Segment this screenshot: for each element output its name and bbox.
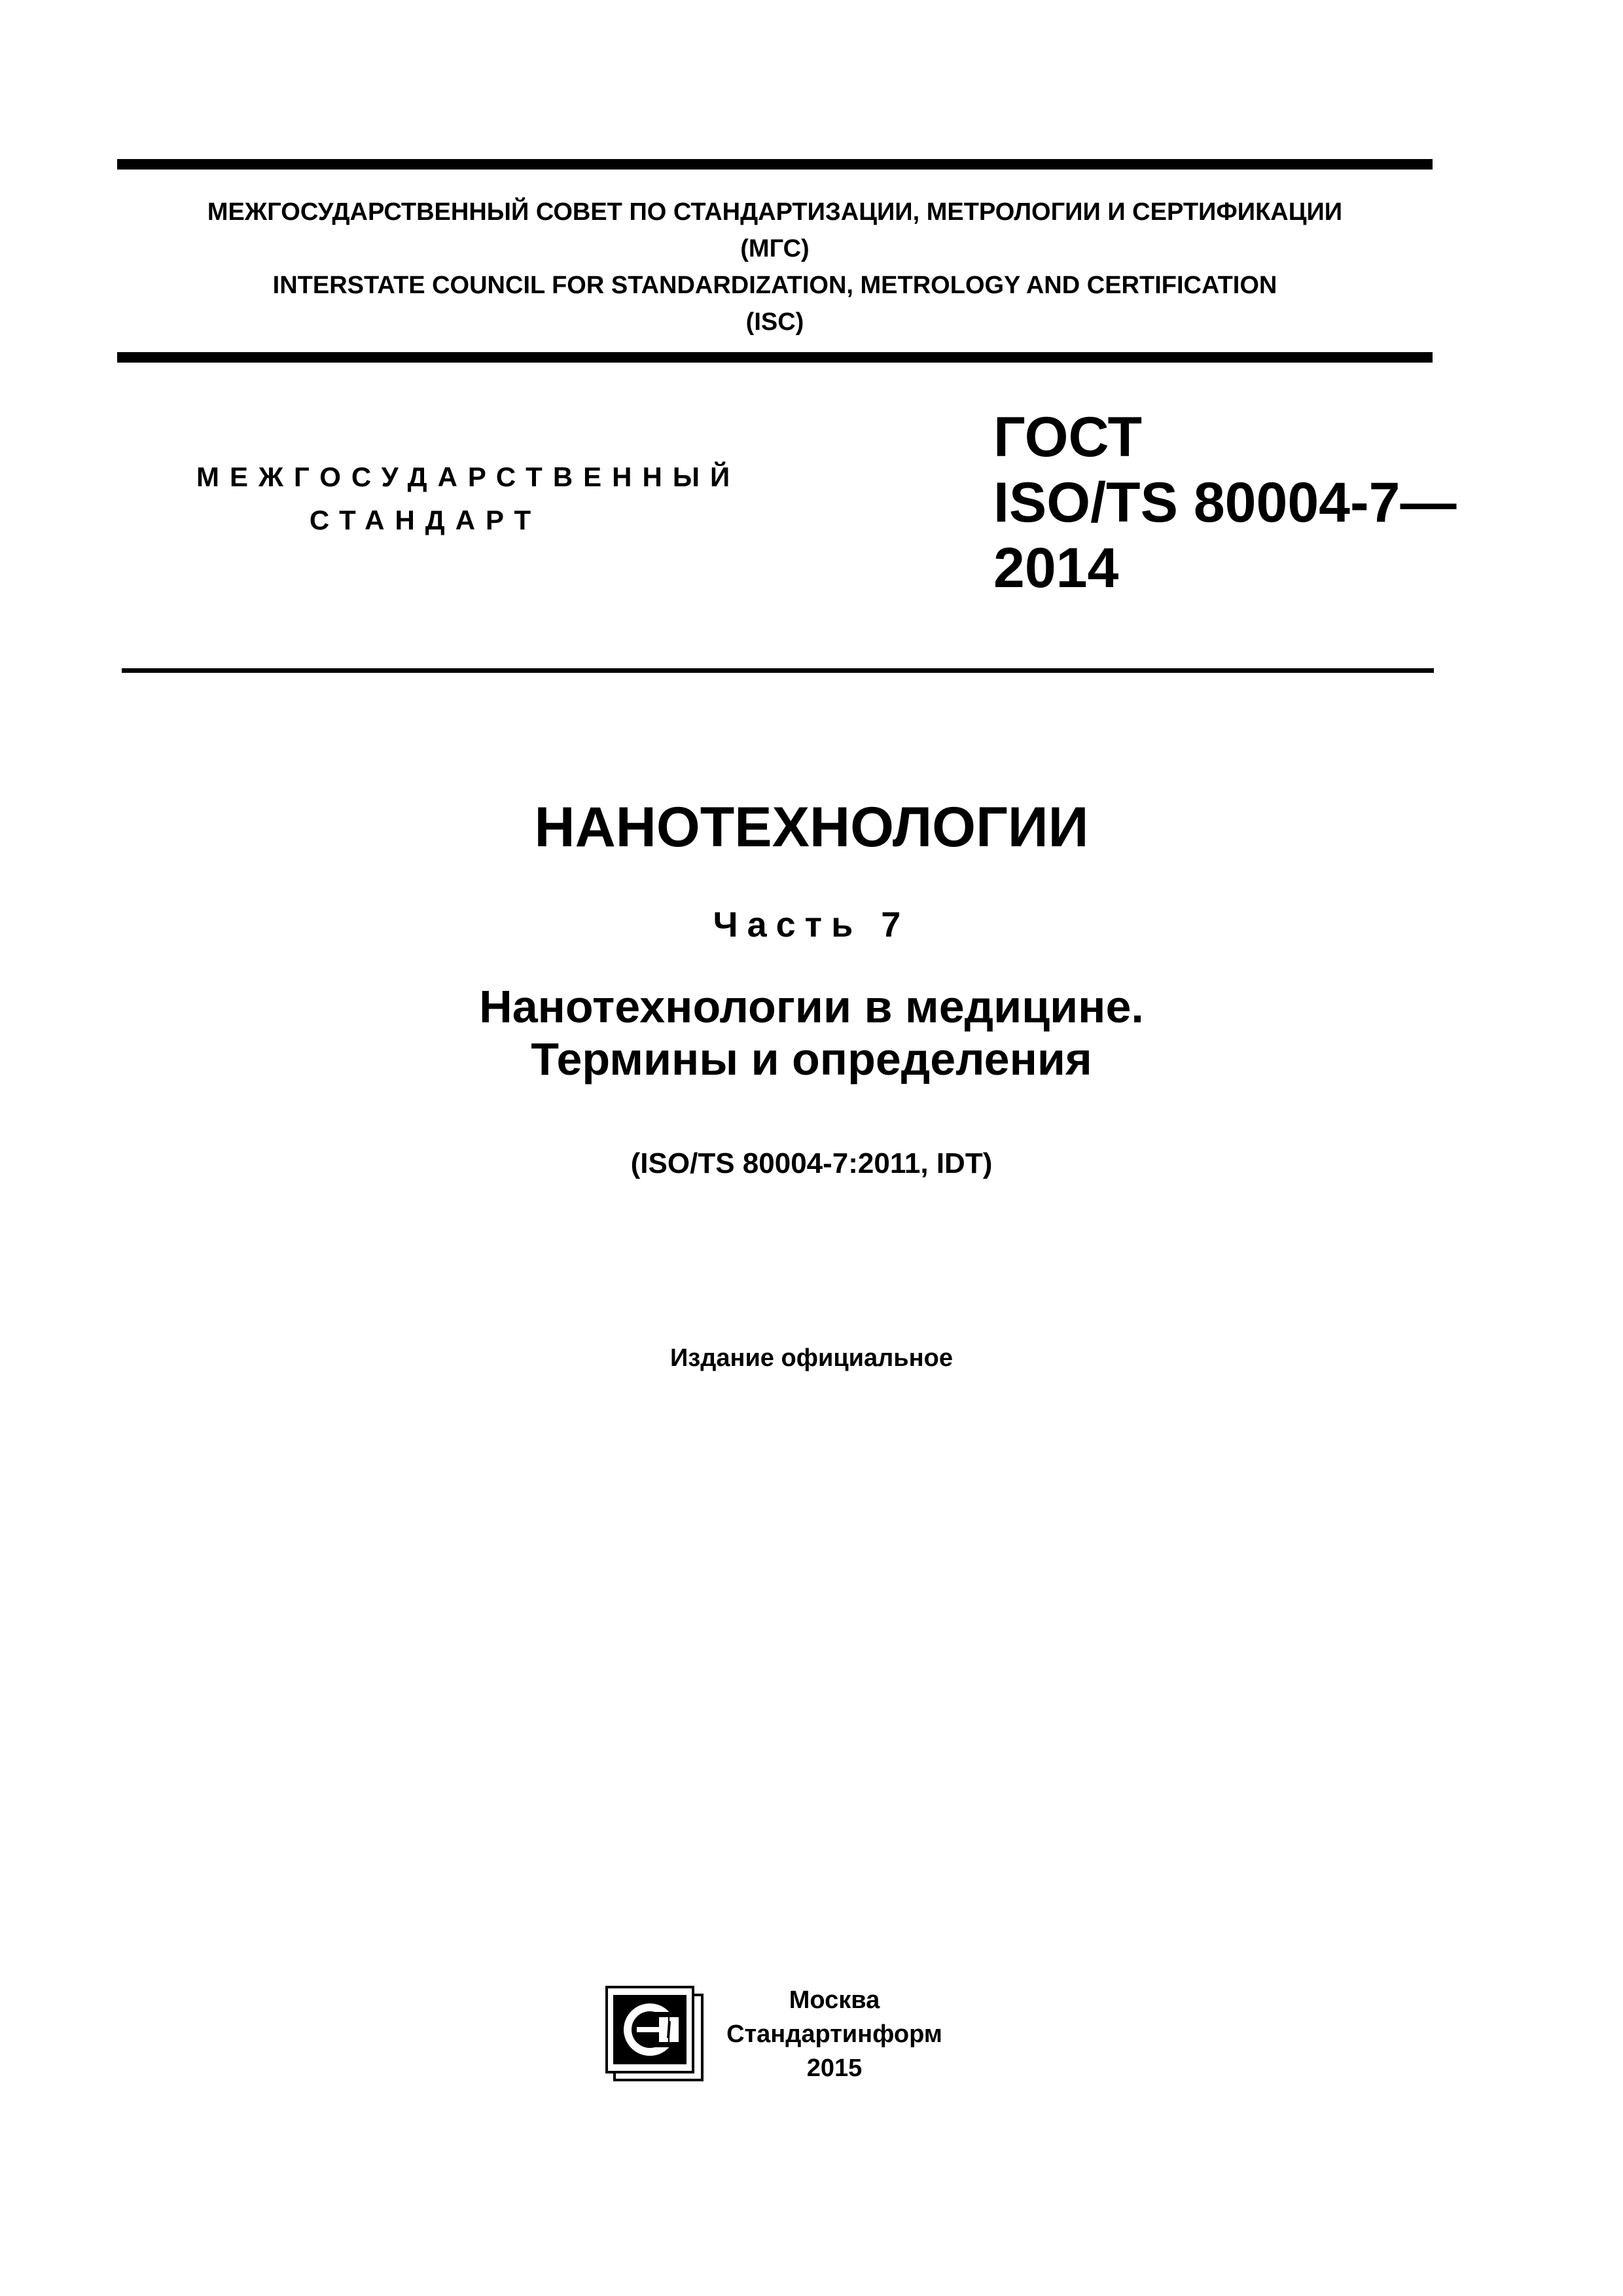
council-name-ru: МЕЖГОСУДАРСТВЕННЫЙ СОВЕТ ПО СТАНДАРТИЗАЦИИ, МЕТРОЛОГИИ И СЕРТИФИКАЦИИ [207,198,1343,226]
designation-year: 2014 [993,537,1119,600]
council-name-en: INTERSTATE COUNCIL FOR STANDARDIZATION, METROLOGY AND CERTIFICATION [272,272,1277,299]
standard-type-line2: СТАНДАРТ [309,505,542,535]
standard-designation [993,404,1456,601]
designation-number: ISO/TS 80004-7— [993,471,1457,534]
council-abbr-en: (ISC) [745,308,804,336]
subtitle-line2: Термины и определения [531,1033,1092,1085]
top-divider [117,159,1433,170]
document-subtitle [0,980,1623,1085]
edition-note: Издание официальное [670,1344,953,1372]
document-part: Часть 7 [713,905,910,944]
subtitle-line1: Нанотехнологии в медицине. [479,981,1144,1032]
standard-type-line1: МЕЖГОСУДАРСТВЕННЫЙ [196,461,741,492]
publisher-year: 2015 [806,2054,863,2082]
standartinform-logo-icon [605,1986,704,2081]
council-abbr-ru: (МГС) [740,235,810,262]
council-header [117,194,1433,340]
document-title: НАНОТЕХНОЛОГИИ [534,796,1089,859]
header-divider [117,352,1433,363]
publisher-block [726,1983,942,2085]
designation-prefix: ГОСТ [993,406,1143,469]
publisher-city: Москва [789,1986,880,2014]
designation-divider [122,668,1434,673]
publisher-name: Стандартинформ [726,2020,942,2048]
standard-type [196,456,741,542]
iso-reference: (ISO/TS 80004-7:2011, IDT) [630,1147,993,1179]
